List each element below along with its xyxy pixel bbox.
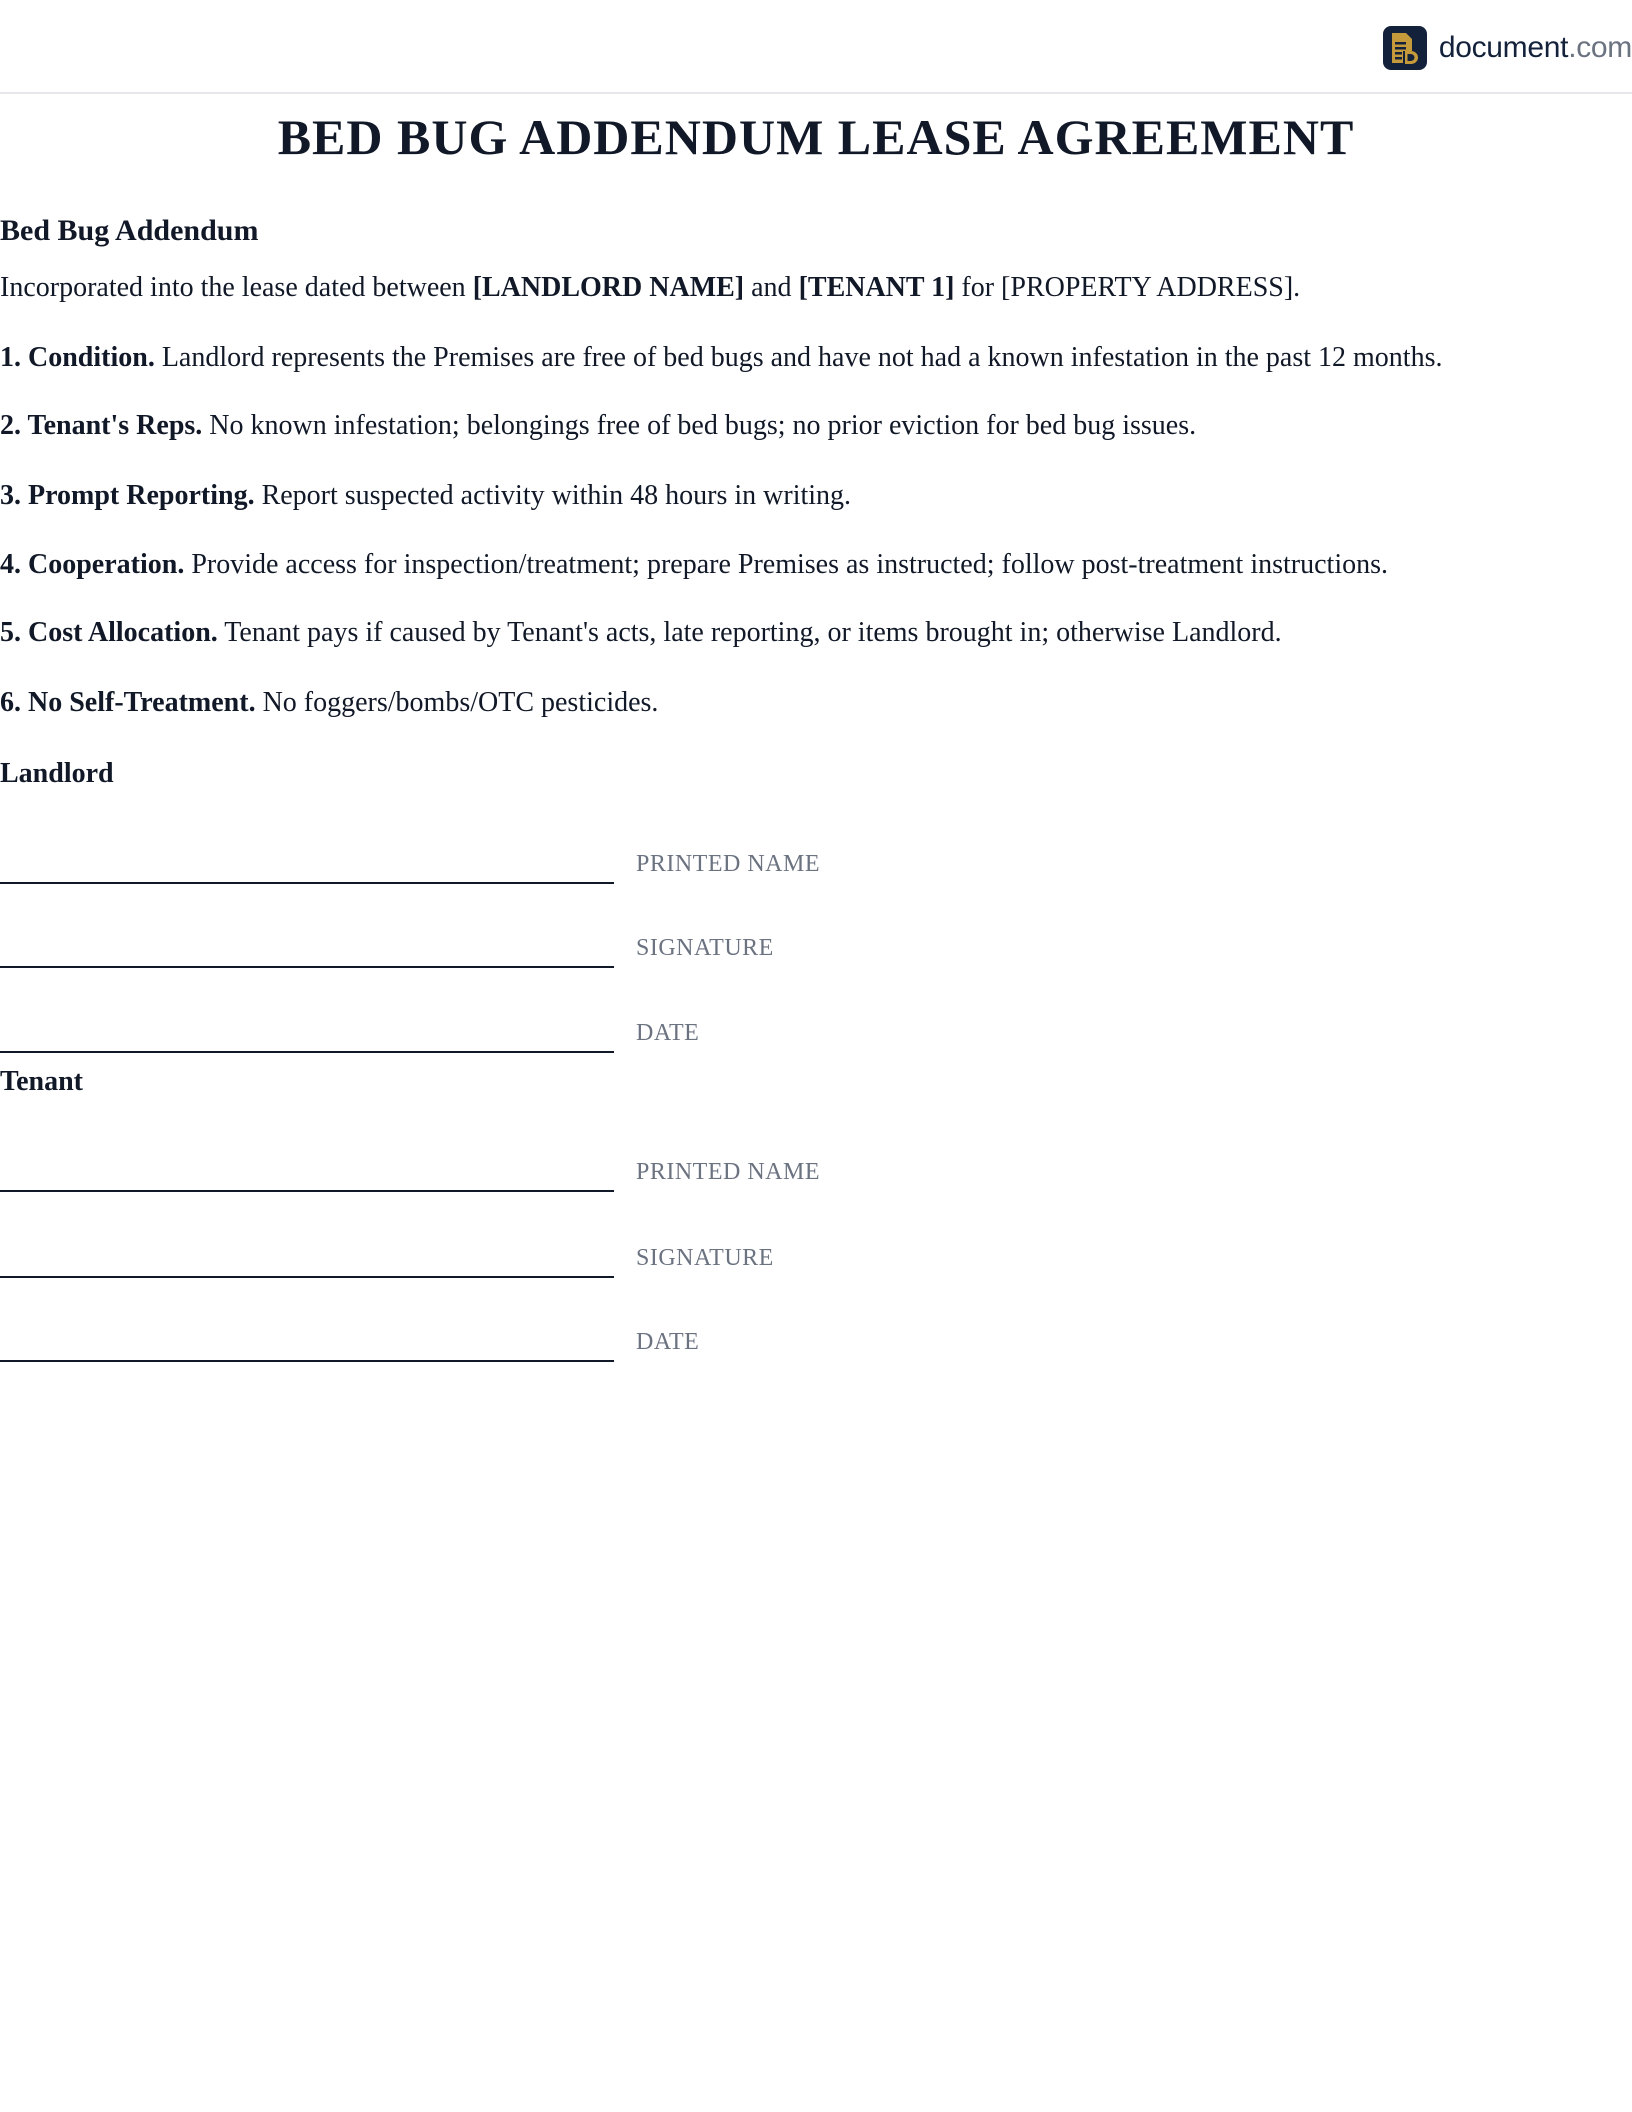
signature-line[interactable]	[0, 966, 614, 968]
clause-label: 4. Cooperation.	[0, 549, 185, 580]
clause-prompt-reporting	[0, 480, 851, 512]
document-title: BED BUG ADDENDUM LEASE AGREEMENT	[277, 109, 1355, 165]
landlord-signature-field[interactable]	[0, 928, 900, 968]
clause-tenant-reps	[0, 410, 1196, 442]
section-heading: Bed Bug Addendum	[0, 214, 259, 247]
clause-no-self-treatment	[0, 687, 658, 719]
clause-text: Report suspected activity within 48 hours in writing.	[254, 480, 852, 511]
field-label: DATE	[636, 1329, 700, 1355]
clause-cost-allocation	[0, 617, 1282, 649]
clause-text: No foggers/bombs/OTC pesticides.	[255, 687, 659, 718]
landlord-heading: Landlord	[0, 758, 114, 789]
intro-paragraph	[0, 272, 1300, 304]
brand-name	[1439, 31, 1632, 65]
clause-label: 3. Prompt Reporting.	[0, 480, 255, 511]
document-d-logo-icon	[1383, 26, 1427, 70]
clause-label: 5. Cost Allocation.	[0, 617, 218, 648]
signature-line[interactable]	[0, 1276, 614, 1278]
signature-line[interactable]	[0, 1360, 614, 1362]
clause-text: Tenant pays if caused by Tenant's acts, late reporting, or items brought in; otherwise Landlord.	[217, 617, 1282, 648]
clause-label: 2. Tenant's Reps.	[0, 410, 203, 441]
clause-text: No known infestation; belongings free of bed bugs; no prior eviction for bed bug issues.	[202, 410, 1197, 441]
landlord-printed-name-field[interactable]	[0, 844, 900, 884]
intro-suffix: for [PROPERTY ADDRESS].	[954, 272, 1301, 303]
field-label: SIGNATURE	[636, 935, 774, 961]
field-label: PRINTED NAME	[636, 851, 820, 877]
brand[interactable]	[1383, 24, 1632, 72]
clause-text: Provide access for inspection/treatment; prepare Premises as instructed; follow post-treatment instructions.	[184, 549, 1388, 580]
tenant-heading: Tenant	[0, 1066, 84, 1097]
field-label: SIGNATURE	[636, 1245, 774, 1271]
landlord-date-field[interactable]	[0, 1013, 900, 1053]
clause-label: 1. Condition.	[0, 342, 155, 373]
intro-prefix: Incorporated into the lease dated between	[0, 272, 473, 303]
brand-name-main: document	[1438, 31, 1569, 64]
intro-and: and	[744, 272, 799, 303]
clause-condition	[0, 342, 1443, 374]
signature-line[interactable]	[0, 882, 614, 884]
tenant-signature-field[interactable]	[0, 1238, 900, 1278]
signature-line[interactable]	[0, 1190, 614, 1192]
field-label: PRINTED NAME	[636, 1159, 820, 1185]
tenant-date-field[interactable]	[0, 1322, 900, 1362]
brand-name-tld: .com	[1568, 31, 1632, 64]
top-bar	[0, 0, 1632, 94]
field-label: DATE	[636, 1020, 700, 1046]
landlord-placeholder: [LANDLORD NAME]	[472, 272, 745, 303]
tenant-printed-name-field[interactable]	[0, 1152, 900, 1192]
clause-text: Landlord represents the Premises are free of bed bugs and have not had a known infestation in the past 12 months.	[154, 342, 1443, 373]
clause-label: 6. No Self-Treatment.	[0, 687, 256, 718]
signature-line[interactable]	[0, 1051, 614, 1053]
tenant-placeholder: [TENANT 1]	[798, 272, 955, 303]
clause-cooperation	[0, 549, 1388, 581]
